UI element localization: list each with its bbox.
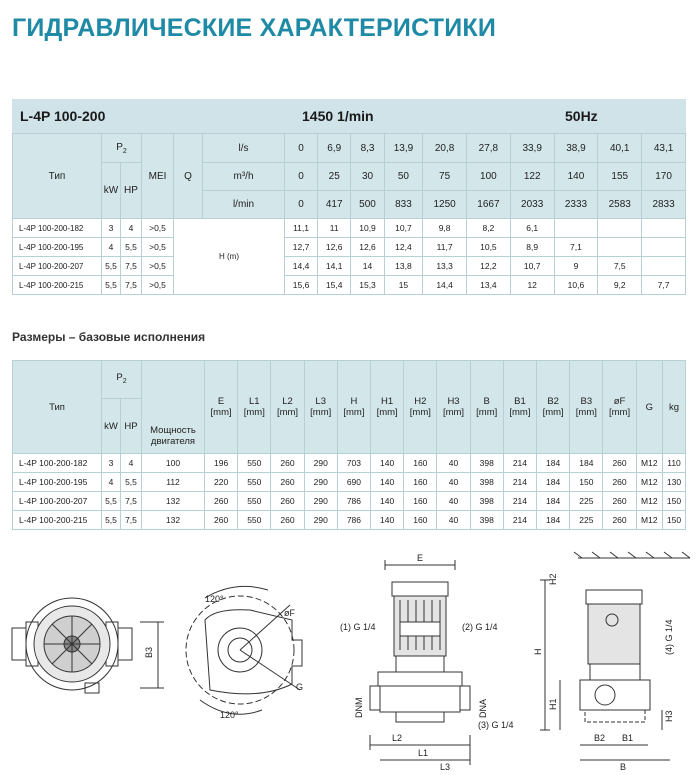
dim-cell: 290 [304, 473, 337, 492]
dim-col-header: H [mm] [337, 361, 370, 454]
side-view-drawing [540, 552, 690, 760]
q-lmin-cell: 1250 [423, 191, 467, 219]
table-row [13, 473, 686, 492]
label-l3: L3 [440, 762, 451, 772]
dim-cell: 260 [205, 492, 238, 511]
hp-cell: 5,5 [121, 238, 142, 257]
dim-col-header: B [mm] [470, 361, 503, 454]
q-m3h-cell: 75 [423, 163, 467, 191]
head-cell: 11,7 [423, 238, 467, 257]
table-row [13, 511, 686, 530]
label-b2: B2 [594, 733, 606, 743]
q-m3h-cell: 0 [285, 163, 318, 191]
dim-cell: 550 [238, 492, 271, 511]
dim-cell: 260 [603, 492, 636, 511]
hydraulic-table [12, 133, 686, 295]
q-lmin-cell: 500 [351, 191, 384, 219]
dim-cell: 40 [437, 473, 470, 492]
dim-col-header: L3 [mm] [304, 361, 337, 454]
head-cell [554, 219, 598, 238]
head-cell: 12,2 [467, 257, 511, 276]
head-cell: 12,6 [318, 238, 351, 257]
head-cell [598, 238, 642, 257]
dim-cell: 260 [271, 473, 304, 492]
dim-cell: 184 [537, 454, 570, 473]
dim-col-header: L1 [mm] [238, 361, 271, 454]
dim-col-p2-header: $P_2$ [102, 361, 142, 399]
col-mei-header: MEI [142, 134, 174, 219]
q-ls-cell: 13,9 [384, 134, 423, 163]
dim-cell: 398 [470, 511, 503, 530]
head-cell: 14 [351, 257, 384, 276]
dim-cell: 40 [437, 492, 470, 511]
head-cell: 10,9 [351, 219, 384, 238]
label-port-1: (1) G 1/4 [340, 622, 376, 632]
q-lmin-cell: 417 [318, 191, 351, 219]
q-lmin-cell: 2333 [554, 191, 598, 219]
dim-col-header: B3 [mm] [570, 361, 603, 454]
dim-col-header: B1 [mm] [503, 361, 536, 454]
dim-cell: 550 [238, 454, 271, 473]
head-cell: 12,7 [285, 238, 318, 257]
col-type-header: Тип [13, 134, 102, 219]
hp-cell: 7,5 [121, 276, 142, 295]
dim-cell: 184 [537, 492, 570, 511]
dim-cell: 290 [304, 511, 337, 530]
dim-cell: M12 [636, 473, 662, 492]
label-dna: DNA [478, 698, 488, 718]
dim-cell: 550 [238, 473, 271, 492]
dim-cell: 160 [404, 473, 437, 492]
dim-col-hp-header: HP [121, 399, 142, 454]
dim-col-header: kg [663, 361, 686, 454]
head-cell [642, 257, 686, 276]
dim-cell: 220 [205, 473, 238, 492]
type-cell: L-4P 100-200-195 [13, 473, 102, 492]
unit-lmin: l/min [203, 191, 285, 219]
hp-cell: 7,5 [121, 257, 142, 276]
q-m3h-cell: 30 [351, 163, 384, 191]
head-label: H (m) [174, 219, 285, 295]
dim-cell: 184 [570, 454, 603, 473]
dim-col-header: H3 [mm] [437, 361, 470, 454]
q-m3h-cell: 122 [510, 163, 554, 191]
q-m3h-cell: 170 [642, 163, 686, 191]
technical-drawings [0, 550, 697, 775]
dim-cell: 160 [404, 454, 437, 473]
mei-cell: >0,5 [142, 219, 174, 238]
dim-cell: 184 [537, 511, 570, 530]
dim-col-motor-header: Мощность двигателя [142, 361, 205, 454]
kw-cell: 3 [102, 219, 121, 238]
dim-cell: 214 [503, 454, 536, 473]
motor-cell: 132 [142, 492, 205, 511]
q-lmin-cell: 2833 [642, 191, 686, 219]
head-cell: 13,3 [423, 257, 467, 276]
label-l2: L2 [392, 733, 403, 743]
label-b3: B3 [144, 646, 154, 658]
dim-cell: 184 [537, 473, 570, 492]
kw-cell: 4 [102, 473, 121, 492]
hp-cell: 7,5 [121, 492, 142, 511]
dimensions-table [12, 360, 686, 530]
mei-cell: >0,5 [142, 276, 174, 295]
head-cell: 13,4 [467, 276, 511, 295]
dim-cell: 398 [470, 454, 503, 473]
col-q-header: Q [174, 134, 203, 219]
head-cell: 15 [384, 276, 423, 295]
head-cell: 10,6 [554, 276, 598, 295]
hp-cell: 7,5 [121, 511, 142, 530]
dim-col-header: B2 [mm] [537, 361, 570, 454]
head-cell: 9,2 [598, 276, 642, 295]
hp-cell: 4 [121, 454, 142, 473]
dim-cell: 150 [570, 473, 603, 492]
head-cell: 7,7 [642, 276, 686, 295]
motor-cell: 132 [142, 511, 205, 530]
mei-cell: >0,5 [142, 238, 174, 257]
dim-cell: 140 [371, 511, 404, 530]
dim-cell: 140 [371, 492, 404, 511]
table-row [13, 454, 686, 473]
dim-cell: 290 [304, 454, 337, 473]
label-h3: H3 [664, 710, 674, 722]
q-m3h-cell: 50 [384, 163, 423, 191]
dim-col-kw-header: kW [102, 399, 121, 454]
head-cell: 12 [510, 276, 554, 295]
kw-cell: 5,5 [102, 257, 121, 276]
table-row [13, 276, 686, 295]
head-cell: 8,2 [467, 219, 511, 238]
label-h1: H1 [548, 698, 558, 710]
label-h: H [533, 648, 543, 655]
q-m3h-cell: 100 [467, 163, 511, 191]
label-port-2: (2) G 1/4 [462, 622, 498, 632]
q-ls-cell: 6,9 [318, 134, 351, 163]
dim-cell: 786 [337, 511, 370, 530]
dim-col-header: G [636, 361, 662, 454]
hp-cell: 4 [121, 219, 142, 238]
col-kw-header: kW [102, 163, 121, 219]
dim-cell: 40 [437, 511, 470, 530]
head-cell: 14,1 [318, 257, 351, 276]
head-cell: 12,4 [384, 238, 423, 257]
kw-cell: 5,5 [102, 492, 121, 511]
head-cell: 12,6 [351, 238, 384, 257]
q-lmin-cell: 2033 [510, 191, 554, 219]
label-angle-top: 120° [205, 594, 224, 604]
q-ls-cell: 20,8 [423, 134, 467, 163]
type-cell: L-4P 100-200-215 [13, 276, 102, 295]
head-cell [598, 219, 642, 238]
head-cell: 6,1 [510, 219, 554, 238]
dim-cell: 196 [205, 454, 238, 473]
q-m3h-cell: 140 [554, 163, 598, 191]
dim-cell: 130 [663, 473, 686, 492]
dim-cell: 260 [205, 511, 238, 530]
table-row [13, 238, 686, 257]
label-l1: L1 [418, 748, 429, 758]
kw-cell: 4 [102, 238, 121, 257]
dim-cell: 703 [337, 454, 370, 473]
q-ls-cell: 33,9 [510, 134, 554, 163]
q-ls-cell: 38,9 [554, 134, 598, 163]
dim-cell: 398 [470, 473, 503, 492]
dim-cell: M12 [636, 492, 662, 511]
dim-cell: 290 [304, 492, 337, 511]
type-cell: L-4P 100-200-207 [13, 492, 102, 511]
dim-cell: 260 [603, 454, 636, 473]
dim-col-type-header: Тип [13, 361, 102, 454]
label-port-4: (4) G 1/4 [664, 619, 674, 655]
dim-cell: 214 [503, 511, 536, 530]
table-row [13, 492, 686, 511]
head-cell [642, 219, 686, 238]
dim-col-header: L2 [mm] [271, 361, 304, 454]
label-g: G [296, 682, 304, 692]
dim-cell: 260 [603, 473, 636, 492]
head-cell: 15,6 [285, 276, 318, 295]
head-cell: 7,1 [554, 238, 598, 257]
label-port-3: (3) G 1/4 [478, 720, 514, 730]
dimensions-title: Размеры – базовые исполнения [12, 330, 206, 344]
page-title: ГИДРАВЛИЧЕСКИЕ ХАРАКТЕРИСТИКИ [12, 14, 496, 42]
dim-cell: 40 [437, 454, 470, 473]
head-cell: 8,9 [510, 238, 554, 257]
dim-cell: 260 [603, 511, 636, 530]
top-view-drawing [12, 598, 164, 693]
head-cell: 10,5 [467, 238, 511, 257]
dim-cell: 260 [271, 492, 304, 511]
type-cell: L-4P 100-200-195 [13, 238, 102, 257]
head-cell: 13,8 [384, 257, 423, 276]
type-cell: L-4P 100-200-207 [13, 257, 102, 276]
head-cell: 11 [318, 219, 351, 238]
model-name: L-4P 100-200 [20, 108, 106, 124]
type-cell: L-4P 100-200-215 [13, 511, 102, 530]
q-lmin-cell: 2583 [598, 191, 642, 219]
table-row [13, 219, 686, 238]
dim-cell: 140 [371, 473, 404, 492]
dim-cell: 260 [271, 511, 304, 530]
dim-cell: 140 [371, 454, 404, 473]
dim-cell: 550 [238, 511, 271, 530]
kw-cell: 5,5 [102, 511, 121, 530]
hp-cell: 5,5 [121, 473, 142, 492]
label-e: E [417, 553, 424, 563]
q-lmin-cell: 833 [384, 191, 423, 219]
label-diameter-f: øF [284, 608, 295, 618]
model-header-bar [12, 99, 686, 133]
mei-cell: >0,5 [142, 257, 174, 276]
dim-cell: M12 [636, 511, 662, 530]
dim-cell: 260 [271, 454, 304, 473]
dim-cell: 150 [663, 511, 686, 530]
q-m3h-cell: 155 [598, 163, 642, 191]
label-h2: H2 [548, 573, 558, 585]
q-lmin-cell: 1667 [467, 191, 511, 219]
unit-ls: l/s [203, 134, 285, 163]
table-row [13, 257, 686, 276]
head-cell: 9 [554, 257, 598, 276]
head-cell: 7,5 [598, 257, 642, 276]
dim-col-header: E [mm] [205, 361, 238, 454]
head-cell [642, 238, 686, 257]
head-cell: 14,4 [423, 276, 467, 295]
speed-label: 1450 1/min [302, 108, 374, 124]
q-lmin-cell: 0 [285, 191, 318, 219]
dim-cell: 225 [570, 511, 603, 530]
dim-col-header: H1 [mm] [371, 361, 404, 454]
dim-cell: 225 [570, 492, 603, 511]
q-ls-cell: 8,3 [351, 134, 384, 163]
motor-cell: 100 [142, 454, 205, 473]
head-cell: 11,1 [285, 219, 318, 238]
dim-cell: 786 [337, 492, 370, 511]
label-b1: B1 [622, 733, 634, 743]
q-ls-cell: 27,8 [467, 134, 511, 163]
kw-cell: 3 [102, 454, 121, 473]
head-cell: 9,8 [423, 219, 467, 238]
unit-m3h: m³/h [203, 163, 285, 191]
type-cell: L-4P 100-200-182 [13, 454, 102, 473]
q-ls-cell: 0 [285, 134, 318, 163]
head-cell: 10,7 [384, 219, 423, 238]
q-ls-cell: 43,1 [642, 134, 686, 163]
head-cell: 15,3 [351, 276, 384, 295]
dim-cell: 690 [337, 473, 370, 492]
dim-col-header: øF [mm] [603, 361, 636, 454]
label-angle-bottom: 120° [220, 710, 239, 720]
dim-cell: 398 [470, 492, 503, 511]
head-cell: 15,4 [318, 276, 351, 295]
dim-col-header: H2 [mm] [404, 361, 437, 454]
col-hp-header: HP [121, 163, 142, 219]
front-view-drawing [370, 560, 470, 765]
dim-cell: 150 [663, 492, 686, 511]
dim-cell: 110 [663, 454, 686, 473]
q-ls-cell: 40,1 [598, 134, 642, 163]
head-cell: 14,4 [285, 257, 318, 276]
dim-cell: 160 [404, 492, 437, 511]
dim-cell: 160 [404, 511, 437, 530]
head-cell: 10,7 [510, 257, 554, 276]
motor-cell: 112 [142, 473, 205, 492]
col-p2-header: $P_2$ [102, 134, 142, 163]
dim-cell: 214 [503, 492, 536, 511]
dim-cell: M12 [636, 454, 662, 473]
flange-view-drawing [186, 586, 302, 714]
label-b: B [620, 762, 627, 772]
kw-cell: 5,5 [102, 276, 121, 295]
type-cell: L-4P 100-200-182 [13, 219, 102, 238]
label-dnm: DNM [354, 697, 364, 718]
q-m3h-cell: 25 [318, 163, 351, 191]
frequency-label: 50Hz [565, 108, 598, 124]
dim-cell: 214 [503, 473, 536, 492]
